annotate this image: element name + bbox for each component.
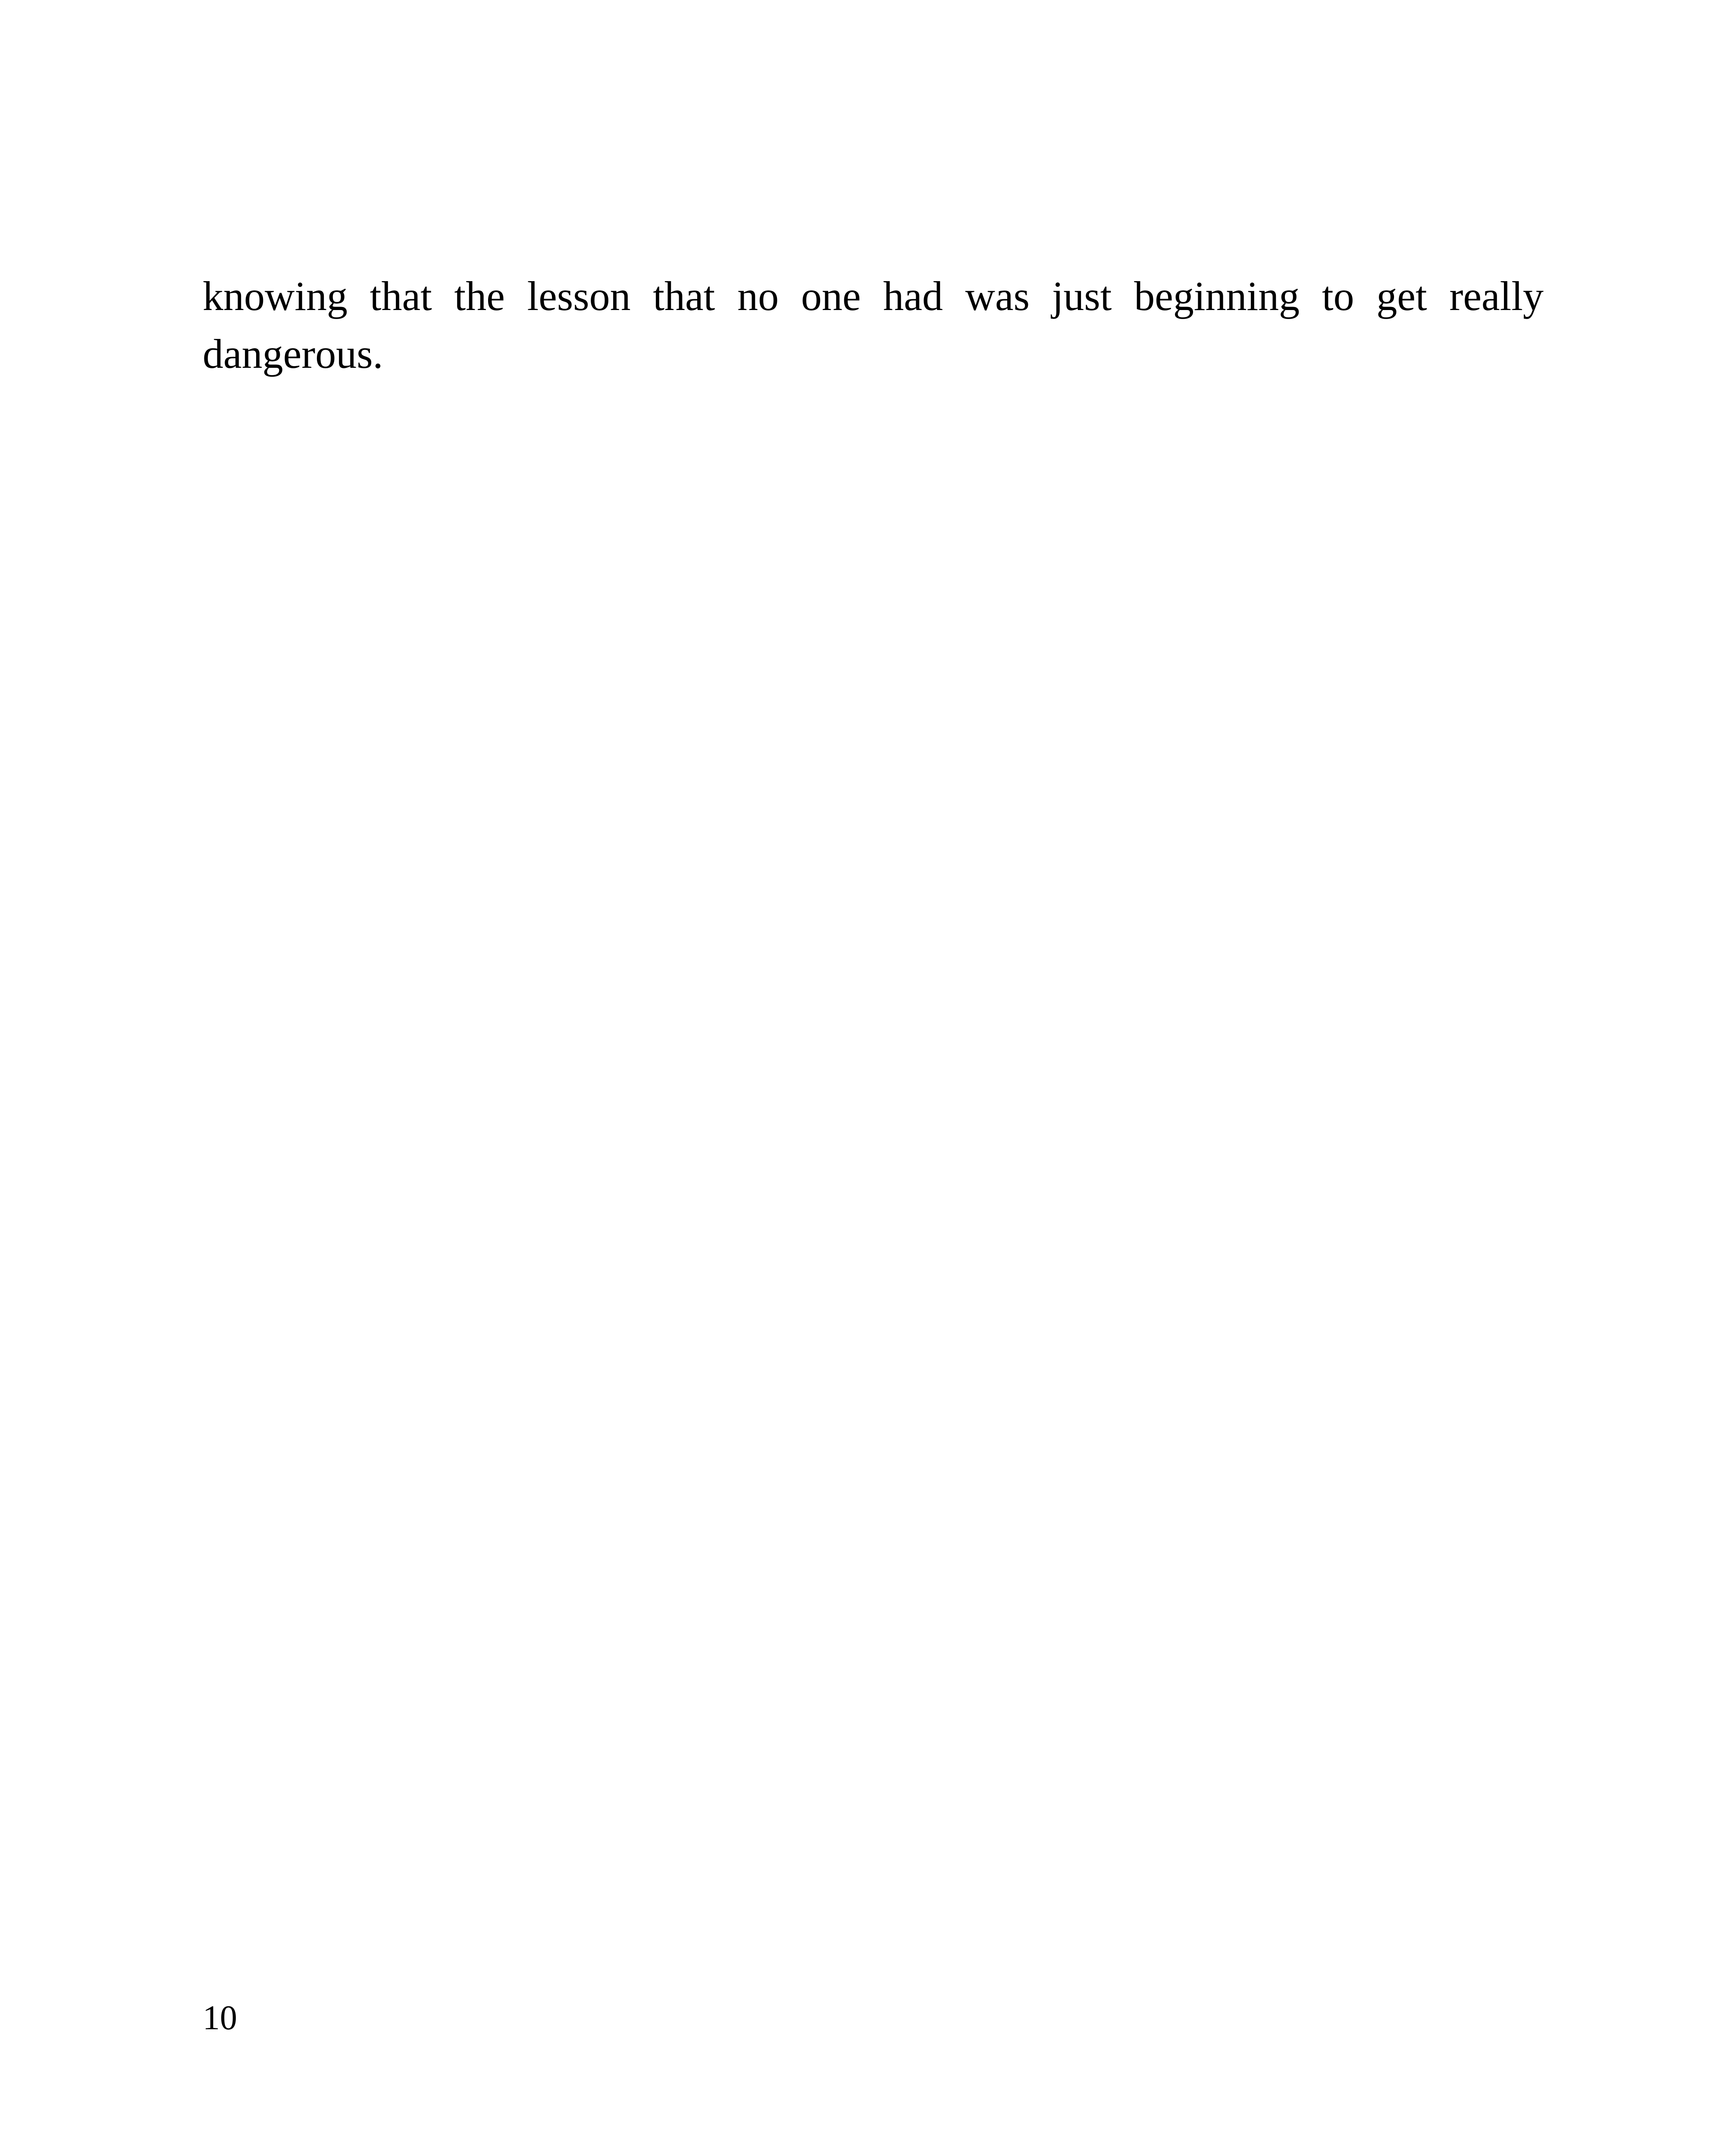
- paragraph-line: dangerous.: [203, 331, 383, 377]
- paragraph-line: knowing that the lesson that no one had was just beginning to get really: [203, 273, 1544, 319]
- page-number: 10: [203, 1999, 237, 2037]
- body-paragraph: [203, 267, 1544, 383]
